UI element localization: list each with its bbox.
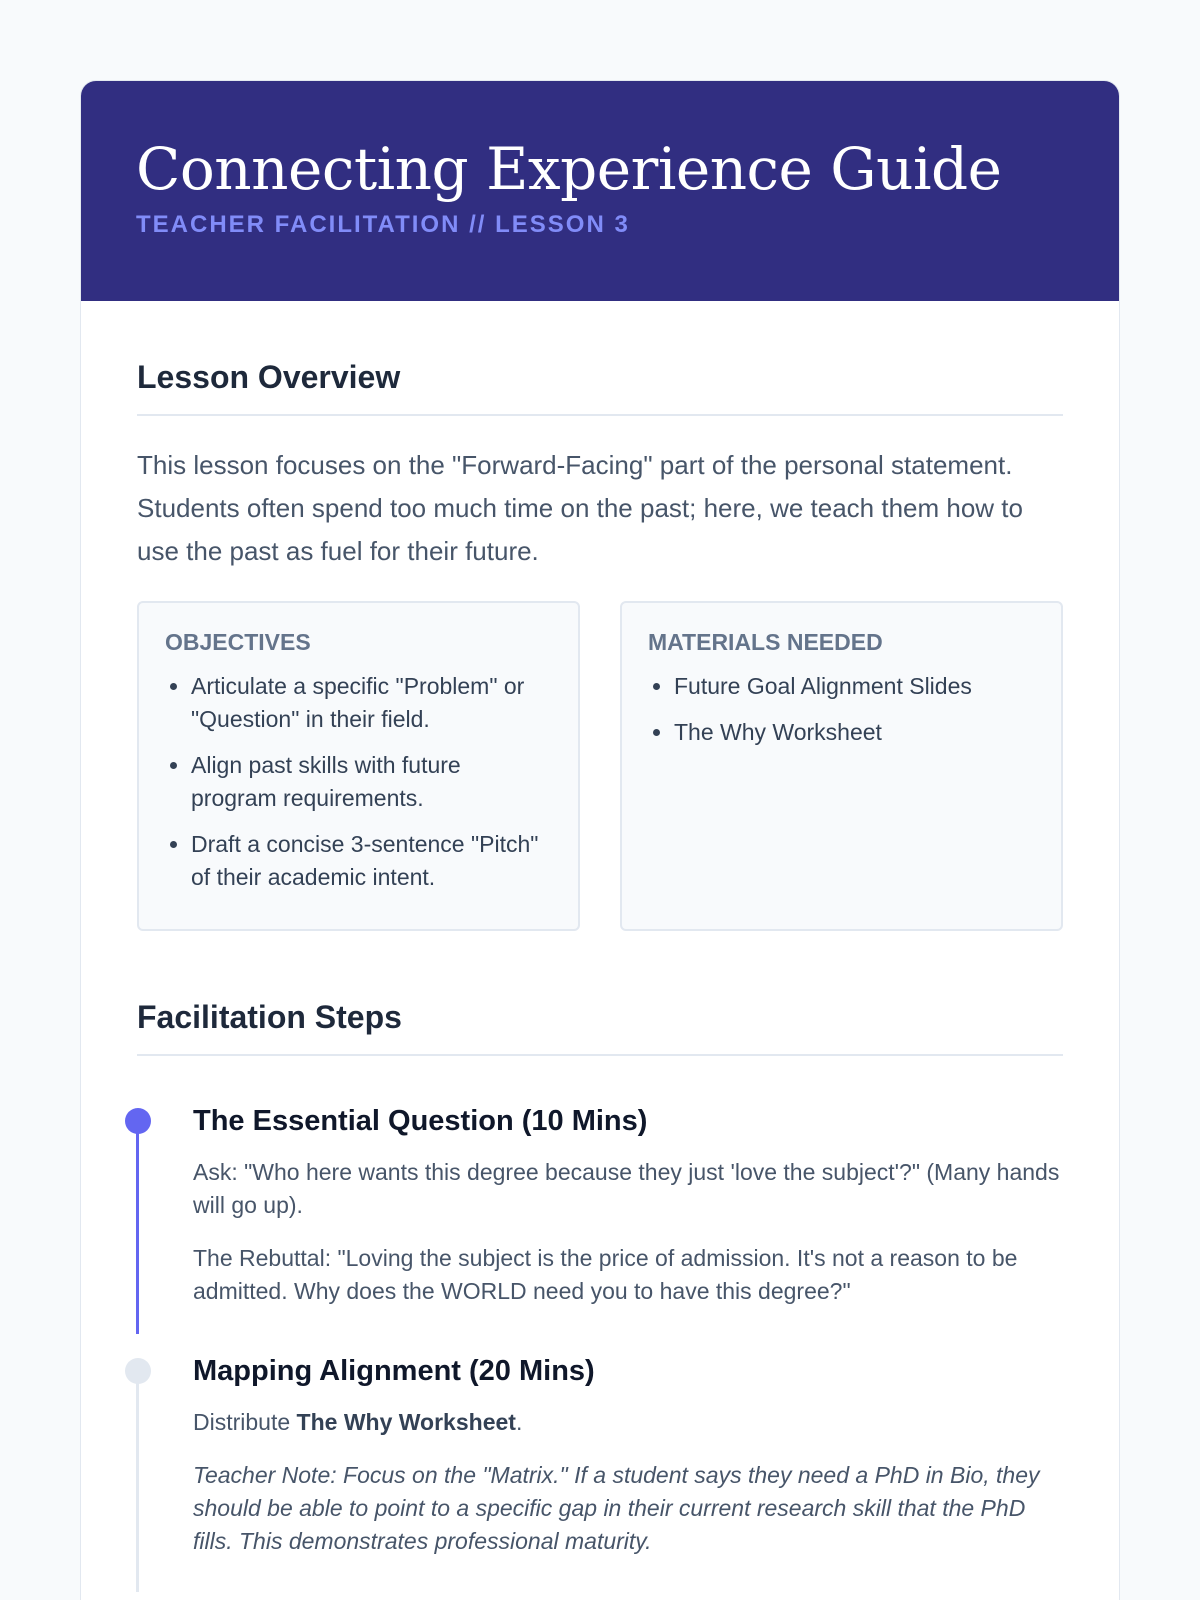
objectives-heading: OBJECTIVES (165, 629, 311, 655)
lesson-content (81, 359, 1119, 1558)
step-rebuttal-text: The Rebuttal: "Loving the subject is the price of admission. It's not a reason to be admitted. Why does the WORLD need you to have this degree?" (193, 1245, 1018, 1304)
objective-item: • Align past skills with future program requirements. (191, 749, 552, 815)
step-distribute-text (193, 1406, 1063, 1439)
materials-heading: MATERIALS NEEDED (648, 629, 883, 655)
lesson-card (80, 80, 1120, 1600)
objective-item: • Articulate a specific "Problem" or "Question" in their field. (191, 670, 552, 736)
material-item: • The Why Worksheet (674, 716, 1035, 749)
timeline-step (137, 1106, 1063, 1308)
step-title: The Essential Question (10 Mins) (193, 1105, 648, 1137)
timeline-dot-icon (125, 1358, 151, 1384)
info-boxes (137, 601, 1063, 931)
overview-text: This lesson focuses on the "Forward-Facing" part of the personal statement. Students often spend too much time on the past; here, we teach them how to use the past as fuel for their future. (137, 450, 1023, 566)
material-item: • Future Goal Alignment Slides (674, 670, 1035, 703)
timeline-line (136, 1372, 139, 1592)
worksheet-name: The Why Worksheet (296, 1409, 516, 1435)
steps-timeline (137, 1106, 1063, 1558)
objectives-list (165, 670, 552, 894)
timeline-dot-icon (125, 1108, 151, 1134)
objectives-box (137, 601, 580, 931)
timeline-step (137, 1356, 1063, 1558)
page-title: Connecting Experience Guide (136, 135, 1002, 203)
overview-heading: Lesson Overview (137, 359, 1063, 416)
teacher-note: Teacher Note: Focus on the "Matrix." If a student says they need a PhD in Bio, they should be able to point to a specific gap in their current research skill that the PhD fills. This demonstrates professional maturity. (193, 1462, 1040, 1554)
objective-item: • Draft a concise 3-sentence "Pitch" of their academic intent. (191, 828, 552, 894)
materials-box (620, 601, 1063, 931)
lesson-header (81, 81, 1119, 301)
timeline-line (136, 1122, 139, 1334)
page-subtitle: TEACHER FACILITATION // LESSON 3 (136, 211, 630, 238)
materials-list (648, 670, 1035, 749)
step-title: Mapping Alignment (20 Mins) (193, 1355, 595, 1387)
steps-heading: Facilitation Steps (137, 999, 1063, 1056)
step-ask-text: Ask: "Who here wants this degree because they just 'love the subject'?" (Many hands will go up). (193, 1159, 1060, 1218)
distribute-prefix: Distribute (193, 1409, 297, 1435)
distribute-suffix: . (515, 1409, 523, 1435)
